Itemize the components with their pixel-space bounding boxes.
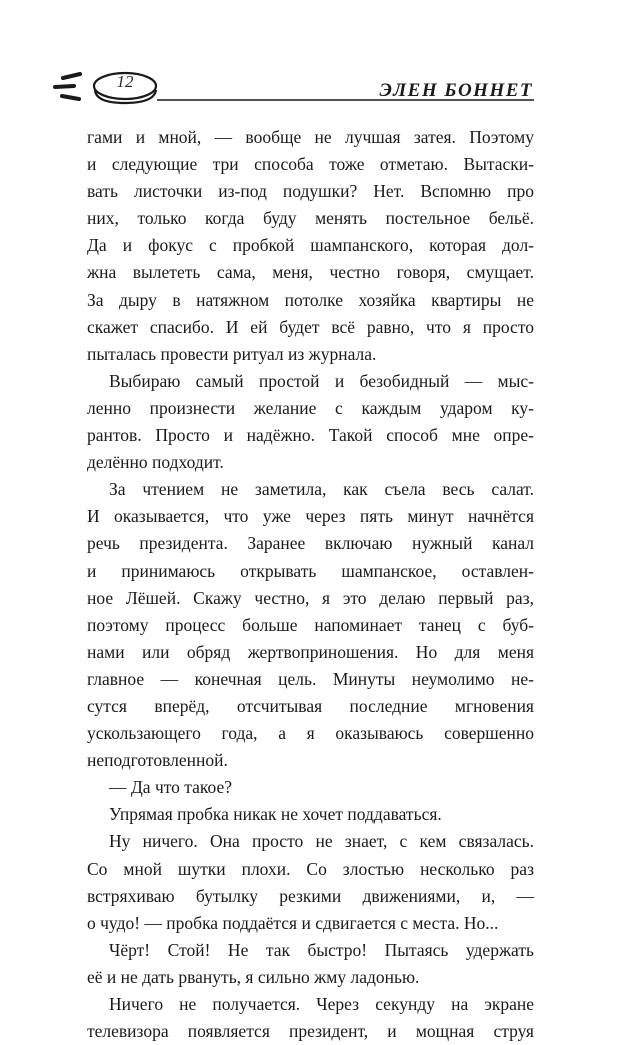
text-line: сутся вперёд, отсчитывая последние мгновения — [87, 695, 534, 716]
page-number: 12 — [116, 72, 134, 91]
text-line: вать листочки из-под подушки? Нет. Вспомню про — [87, 181, 534, 202]
page-header — [0, 0, 619, 110]
text-line: Выбираю самый простой и безобидный — мыс- — [109, 370, 534, 391]
text-line: Чёрт! Стой! Не так быстро! Пытаясь удержать — [109, 939, 534, 960]
text-line: Да и фокус с пробкой шампанского, которая дол- — [87, 235, 534, 256]
text-line: И оказывается, что уже через пять минут начнётся — [87, 506, 534, 527]
text-line: её и не дать рвануть, я сильно жму ладонью. — [87, 966, 420, 987]
text-line: рантов. Просто и надёжно. Такой способ мне опре- — [87, 425, 534, 446]
text-line: Ну ничего. Она просто не знает, с кем связалась. — [109, 831, 534, 852]
text-line: и принимаюсь открывать шампанское, оставлен- — [87, 560, 534, 581]
text-line: жна вылететь сама, меня, честно говоря, смущает. — [87, 262, 534, 283]
text-line: неподготовленной. — [87, 750, 228, 771]
text-line: и следующие три способа тоже отметаю. Вытаски- — [87, 154, 534, 175]
text-line: Ничего не получается. Через секунду на экране — [109, 994, 534, 1014]
text-line: речь президента. Заранее включаю нужный канал — [87, 533, 534, 554]
text-line: Упрямая пробка никак не хочет поддаваться. — [109, 804, 442, 825]
text-line: ускользающего года, а я оказываюсь совершенно — [87, 723, 534, 744]
text-line: ленно произнести желание с каждым ударом ку- — [87, 397, 534, 418]
running-header-author: ЭЛЕН БОННЕТ — [379, 80, 533, 101]
text-line: гами и мной, — вообще не лучшая затея. Поэтому — [87, 127, 534, 147]
text-line: делённо подходит. — [87, 452, 224, 473]
text-line: скажет спасибо. И ей будет всё равно, что я просто — [87, 316, 534, 337]
text-line: Со мной шутки плохи. Со злостью несколько раз — [87, 858, 534, 879]
body-text — [87, 124, 534, 1045]
text-line: За дыру в натяжном потолке хозяйка квартиры не — [87, 289, 534, 310]
text-line: ное Лёшей. Скажу честно, я это делаю первый раз, — [87, 587, 534, 608]
text-line: За чтением не заметила, как съела весь салат. — [109, 479, 534, 500]
text-line: нами или обряд жертвоприношения. Но для меня — [87, 641, 534, 662]
text-line: о чудо! — пробка поддаётся и сдвигается с места. Но... — [87, 912, 499, 933]
text-line: них, только когда буду менять постельное бельё. — [87, 208, 534, 229]
text-line: встряхиваю бутылку резкими движениями, и, — — [87, 885, 534, 906]
text-line: телевизора появляется президент, и мощная струя — [87, 1021, 534, 1042]
text-line: — Да что такое? — [109, 777, 233, 798]
text-line: пыталась провести ритуал из журнала. — [87, 343, 377, 364]
text-line: главное — конечная цель. Минуты неумолимо не- — [87, 668, 534, 689]
text-line: поэтому процесс больше напоминает танец с буб- — [87, 614, 534, 635]
